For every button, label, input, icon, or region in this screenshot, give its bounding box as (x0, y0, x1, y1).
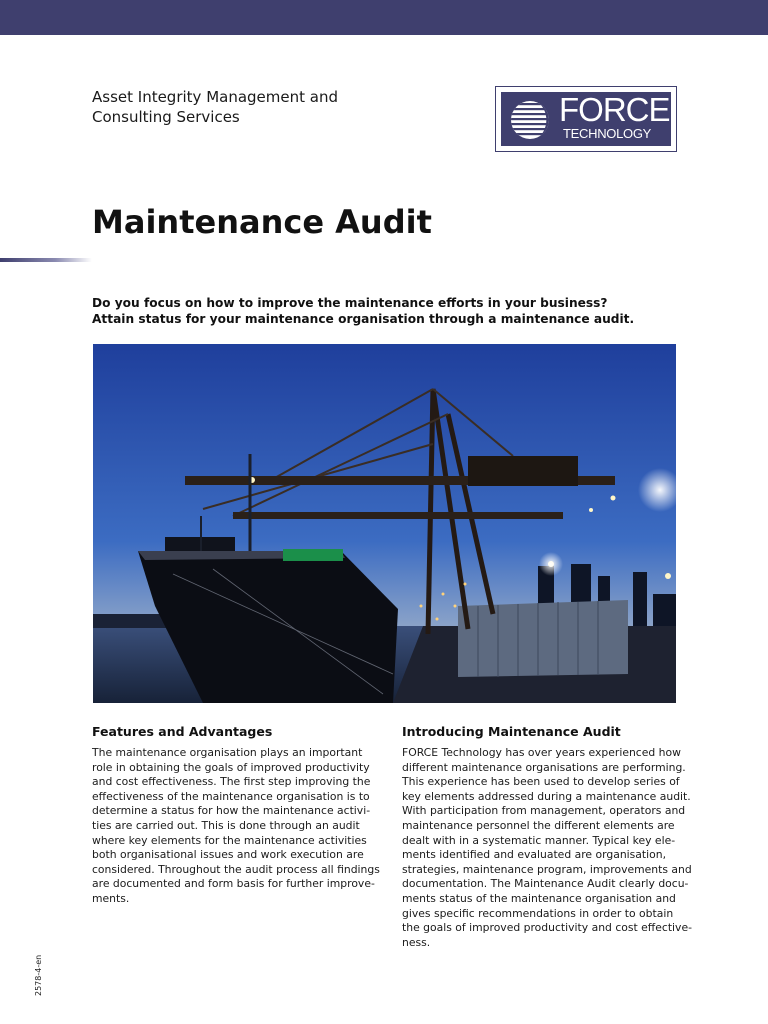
intro-line: ments status of the maintenance organisation and (402, 891, 676, 905)
introduction-heading: Introducing Maintenance Audit (402, 724, 621, 739)
lead-line-2: Attain status for your maintenance organisation through a maintenance audit. (92, 312, 635, 326)
subtitle-line-2: Consulting Services (92, 108, 240, 126)
intro-line: the goals of improved productivity and cost effective- (402, 921, 692, 935)
features-line: The maintenance organisation plays an important (92, 746, 363, 759)
features-line: effectiveness of the maintenance organisation is to (92, 789, 370, 803)
introduction-text (402, 746, 692, 950)
features-line: where key elements for the maintenance activities (92, 833, 367, 847)
logo-wordmark: FORCE (559, 91, 670, 128)
features-line: determine a status for how the maintenance activi- (92, 804, 371, 818)
intro-line: maintenance personnel the different elements are (402, 818, 675, 832)
intro-line: This experience has been used to develop series of (402, 775, 680, 789)
features-heading: Features and Advantages (92, 724, 273, 739)
document-subtitle (92, 87, 412, 127)
intro-line: With participation from management, operators and (402, 804, 686, 818)
features-line: ties are carried out. This is done through an audit (92, 818, 360, 832)
top-color-band (0, 0, 768, 35)
intro-line: strategies, maintenance program, improvements and (402, 862, 692, 876)
intro-line: dealt with in a systematic manner. Typical key ele- (402, 833, 676, 847)
lead-paragraph (92, 295, 682, 327)
subtitle-line-1: Asset Integrity Management and (92, 88, 338, 106)
logo-panel (501, 92, 671, 146)
intro-line: ness. (402, 935, 431, 949)
introduction-section (402, 723, 692, 950)
page-title: Maintenance Audit (92, 203, 432, 241)
lead-line-1: Do you focus on how to improve the maintenance efforts in your business? (92, 296, 608, 310)
intro-line: ments identified and evaluated are organisation, (402, 848, 667, 862)
port-ship-photo (93, 344, 676, 703)
logo-subtext: TECHNOLOGY (563, 126, 652, 141)
force-technology-logo (495, 86, 677, 152)
intro-line: gives specific recommendations in order to obtain (402, 906, 674, 920)
features-line: are documented and form basis for further improve- (92, 877, 375, 891)
ship-and-cranes-illustration (93, 344, 676, 703)
features-line: both organisational issues and work execution are (92, 848, 364, 862)
features-line: and cost effectiveness. The first step improving the (92, 775, 371, 789)
features-line: role in obtaining the goals of improved productivity (92, 760, 370, 774)
features-section (92, 723, 380, 907)
features-text (92, 746, 380, 907)
intro-line: FORCE Technology has over years experienced how (402, 746, 681, 759)
features-line: considered. Throughout the audit process all findings (92, 862, 380, 876)
intro-line: key elements addressed during a maintenance audit. (402, 789, 691, 803)
intro-line: different maintenance organisations are performing. (402, 760, 686, 774)
intro-line: documentation. The Maintenance Audit clearly docu- (402, 877, 689, 891)
globe-icon (507, 98, 553, 142)
features-line: ments. (92, 891, 130, 905)
title-accent-rule (0, 258, 92, 262)
document-reference-code: 2578-4-en (34, 954, 43, 996)
